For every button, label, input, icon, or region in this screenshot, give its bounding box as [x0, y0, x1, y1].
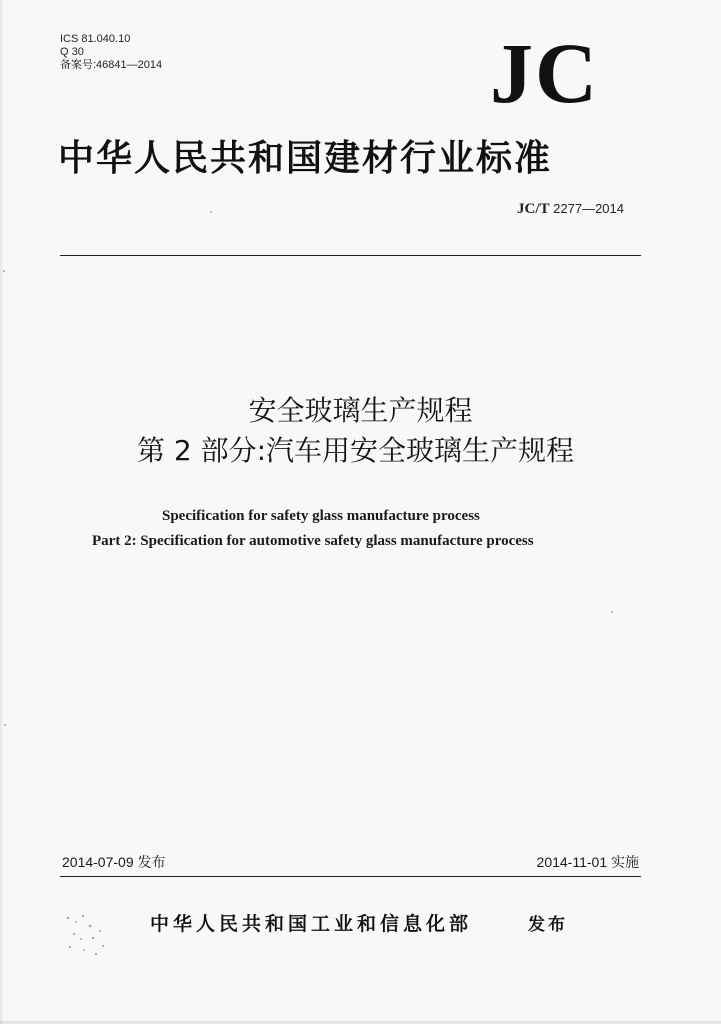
- scan-speck: [611, 611, 613, 613]
- industry-standard-title: 中华人民共和国建材行业标准: [58, 137, 553, 179]
- scan-speck: [4, 724, 6, 726]
- standard-code: 2277—2014: [553, 201, 624, 216]
- filing-number: 备案号:46841—2014: [60, 59, 163, 71]
- publish-label: 发布: [528, 915, 568, 935]
- effective-date: 2014-11-01 实施: [536, 854, 639, 870]
- title-en-line-2: Part 2: Specification for automotive safety glass manufacture process: [92, 533, 534, 549]
- scan-speck: [3, 270, 5, 272]
- category-code: Q 30: [60, 46, 84, 58]
- classification-block: [60, 33, 162, 72]
- scan-speck: [210, 211, 212, 213]
- title-en-line-1: Specification for safety glass manufacture process: [162, 508, 480, 524]
- scan-edge-shadow: [0, 0, 4, 1024]
- title-zh-line-1: 安全玻璃生产规程: [248, 394, 473, 427]
- standard-prefix: JC/T: [517, 201, 550, 217]
- bottom-divider: [60, 876, 641, 877]
- faint-stamp-mark: [56, 908, 114, 966]
- jc-logo: JC: [490, 25, 600, 121]
- ics-code: ICS 81.040.10: [60, 33, 131, 45]
- top-divider: [60, 255, 641, 256]
- issue-date: 2014-07-09 发布: [62, 854, 166, 870]
- standard-number: [517, 201, 624, 217]
- publisher-name: 中华人民共和国工业和信息化部: [150, 913, 473, 935]
- title-zh-line-2: 第 2 部分:汽车用安全玻璃生产规程: [136, 434, 575, 467]
